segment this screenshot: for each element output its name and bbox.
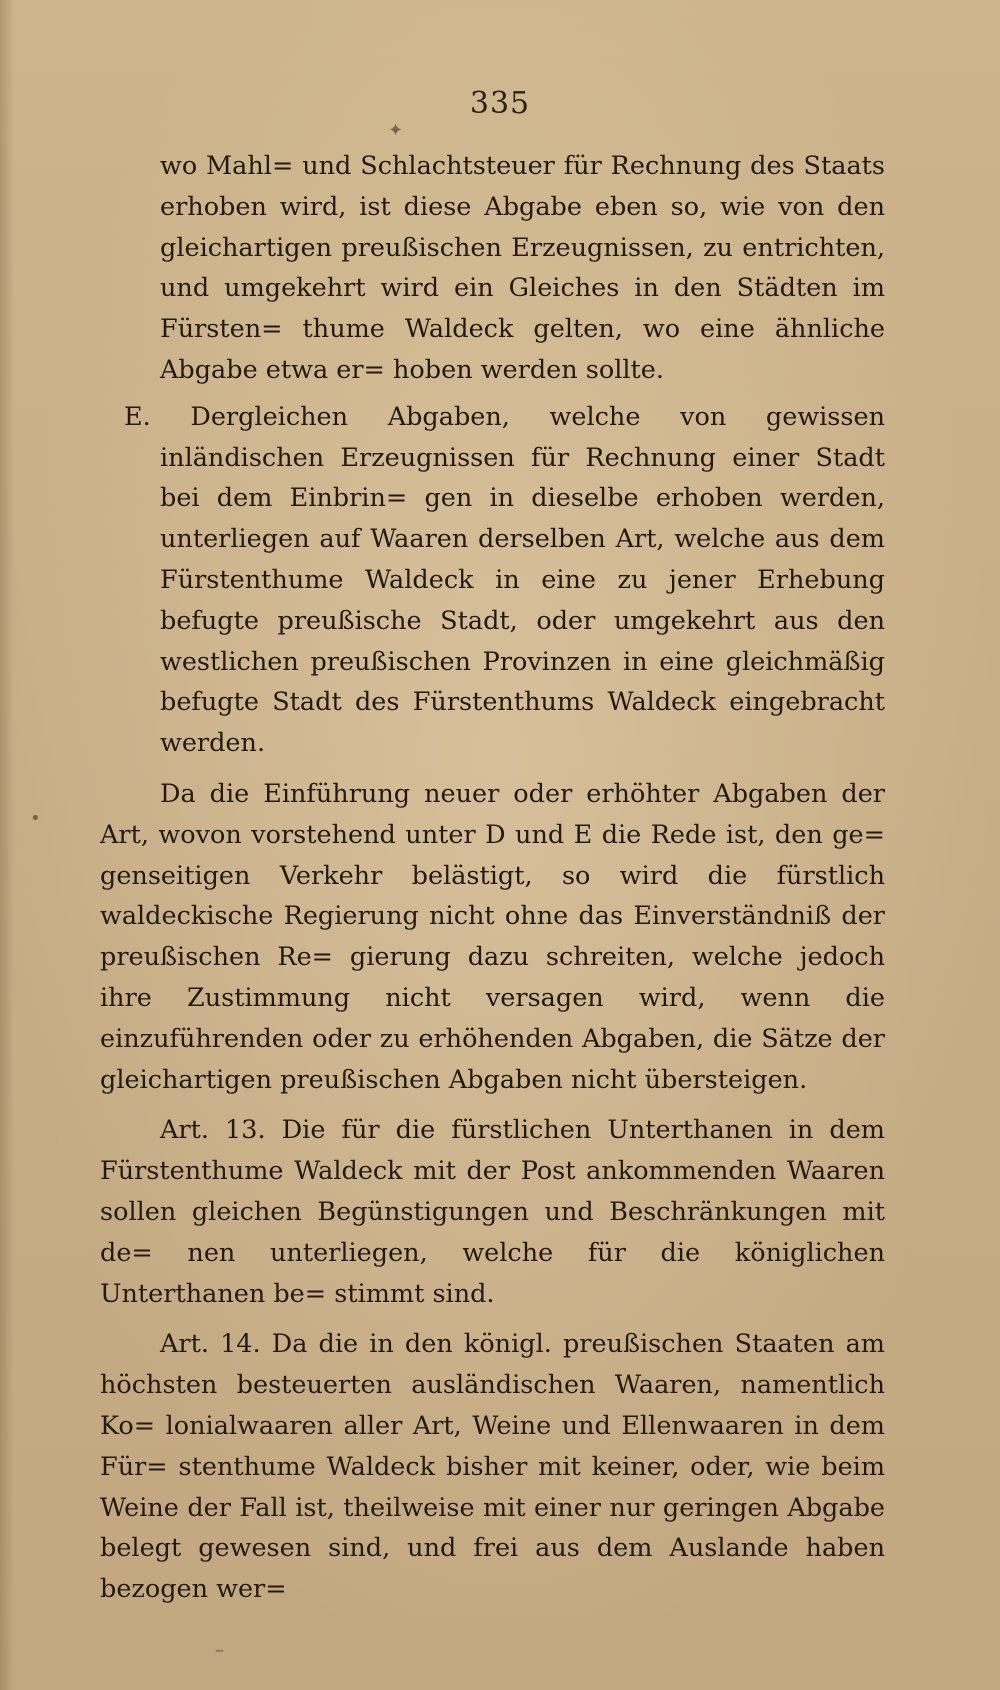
ink-speck: – xyxy=(215,1640,224,1661)
paragraph-art-14: Art. 14. Da die in den königl. preußischen Staaten am höchsten besteuerten ausländischen Waaren, namentlich Ko= lonialwaaren aller Art, Weine und Ellenwaaren in dem Für= stenthume Waldeck bisher mit keiner, oder, wie beim Weine der Fall ist, theilweise mit einer nur geringen Abgabe belegt gewesen sind, und frei aus dem Auslande haben bezogen wer= xyxy=(100,1329,885,1605)
paragraph-e: E. Dergleichen Abgaben, welche von gewissen inländischen Erzeugnissen für Rechnung einer Stadt bei dem Einbrin= gen in dieselbe erhoben werden, unterliegen auf Waaren derselben Art, welche aus dem Fürstenthume Waldeck in eine zu jener Erhebung befugte preußische Stadt, oder umgekehrt aus den westlichen preußischen Provinzen in eine gleichmäßig befugte Stadt des Fürstenthums Waldeck eingebracht werden. xyxy=(124,401,885,759)
ink-speck: • xyxy=(30,808,41,829)
page-edge-shadow xyxy=(0,0,14,1690)
paragraph-da: Da die Einführung neuer oder erhöhter Abgaben der Art, wovon vorstehend unter D und E die Rede ist, den ge= genseitigen Verkehr belästigt, so wird die fürstlich waldeckische Regierung nicht ohne das Einverständniß der preußischen Re= gierung dazu schreiten, welche jedoch ihre Zustimmung nicht versagen wird, wenn die einzuführenden oder zu erhöhenden Abgaben, die Sätze der gleichartigen preußischen Abgaben nicht übersteigen. xyxy=(100,778,885,1095)
paragraph-continuation: wo Mahl= und Schlachtsteuer für Rechnung des Staats erhoben wird, ist diese Abgabe eben so, wie von den gleichartigen preußischen Erzeugnissen, zu entrichten, und umgekehrt wird ein Gleiches in den Städten im Fürsten= thume Waldeck gelten, wo eine ähnliche Abgabe etwa er= hoben werden sollte. xyxy=(160,151,885,385)
ink-speck: ✦ xyxy=(388,120,404,141)
page-number: 335 xyxy=(469,86,531,121)
page-body xyxy=(100,146,885,1610)
paragraph-art-13: Art. 13. Die für die fürstlichen Unterthanen in dem Fürstenthume Waldeck mit der Post ankommenden Waaren sollen gleichen Begünstigungen und Beschränkungen mit de= nen unterliegen, welche für die königlichen Unterthanen be= stimmt sind. xyxy=(100,1115,885,1309)
